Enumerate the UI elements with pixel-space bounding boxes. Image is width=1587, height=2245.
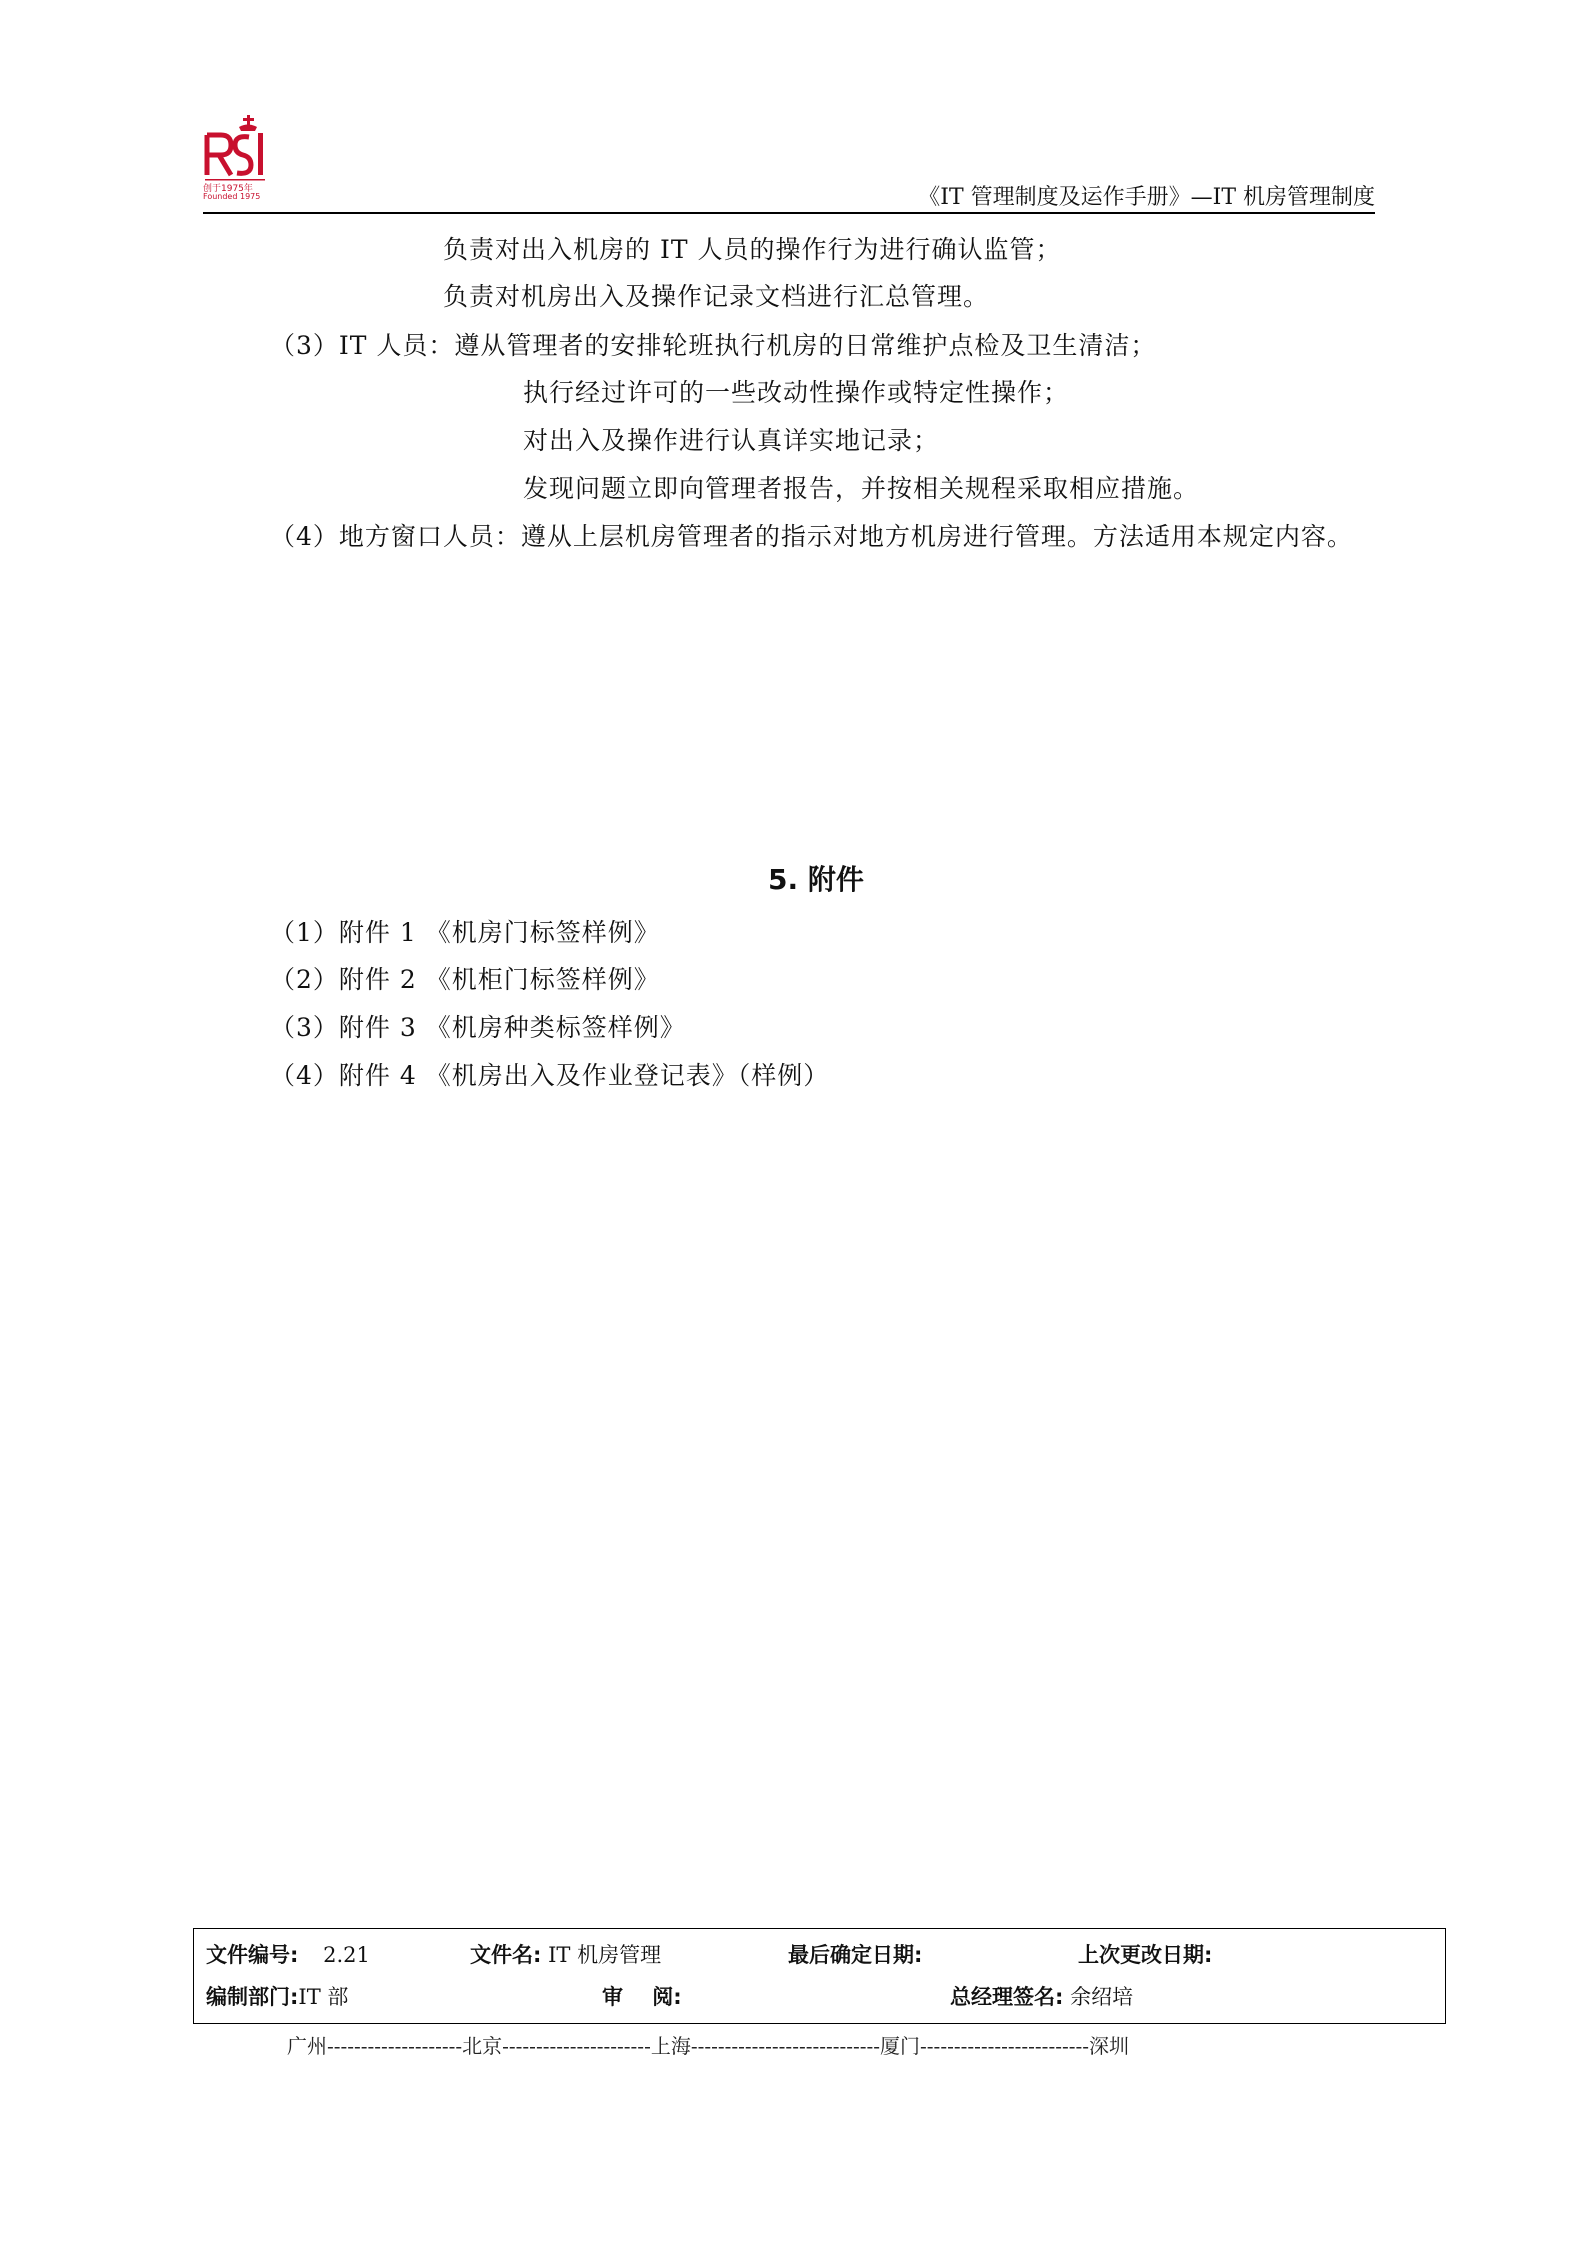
attachment-item-1: （1）附件 1 《机房门标签样例》	[270, 918, 660, 947]
body-line-1: 负责对出入机房的 IT 人员的操作行为进行确认监管；	[443, 235, 1062, 264]
body-line-3: （3）IT 人员：遵从管理者的安排轮班执行机房的日常维护点检及卫生清洁；	[270, 331, 1157, 360]
department-value: IT 部	[298, 1985, 349, 2009]
header-divider	[203, 212, 1375, 214]
last-change-label: 上次更改日期:	[1078, 1943, 1213, 1967]
attachment-item-4: （4）附件 4 《机房出入及作业登记表》（样例）	[270, 1061, 830, 1090]
office-cities-line: 广州--------------------北京----------------------上海----------------------------厦门-------------------------深圳	[287, 2034, 1129, 2058]
file-number-label: 文件编号:	[206, 1943, 299, 1967]
file-name-label: 文件名:	[470, 1943, 542, 1967]
gm-signature-label: 总经理签名:	[950, 1985, 1064, 2009]
review-label: 审 阅:	[602, 1985, 682, 2009]
file-name-value: IT 机房管理	[548, 1943, 662, 1967]
logo-tagline-en: Founded 1975	[203, 192, 261, 201]
attachment-item-3: （3）附件 3 《机房种类标签样例》	[270, 1013, 686, 1042]
section-5-heading: 5. 附件	[768, 863, 864, 896]
document-header-title: 《IT 管理制度及运作手册》—IT 机房管理制度	[918, 185, 1375, 210]
document-info-box	[193, 1928, 1446, 2024]
logo-tagline-cn: 创于1975年	[203, 184, 253, 194]
body-line-4: 执行经过许可的一些改动性操作或特定性操作；	[523, 378, 1070, 407]
final-date	[788, 1939, 922, 1969]
file-number	[206, 1939, 370, 1969]
attachment-item-2: （2）附件 2 《机柜门标签样例》	[270, 965, 660, 994]
department-label: 编制部门:	[206, 1985, 299, 2009]
file-number-value: 2.21	[323, 1943, 370, 1967]
body-line-6: 发现问题立即向管理者报告，并按相关规程采取相应措施。	[523, 474, 1200, 503]
final-date-label: 最后确定日期:	[788, 1943, 923, 1967]
file-name	[470, 1939, 661, 1969]
review	[602, 1981, 682, 2011]
last-change-date	[1078, 1939, 1212, 1969]
compiling-department	[206, 1981, 348, 2011]
gm-signature	[950, 1981, 1133, 2011]
body-line-2: 负责对机房出入及操作记录文档进行汇总管理。	[443, 282, 990, 311]
body-line-5: 对出入及操作进行认真详实地记录；	[523, 426, 940, 455]
company-logo	[203, 113, 269, 203]
gm-signature-value: 余绍培	[1070, 1985, 1134, 2009]
body-line-7: （4）地方窗口人员：遵从上层机房管理者的指示对地方机房进行管理。方法适用本规定内容。	[270, 522, 1353, 551]
